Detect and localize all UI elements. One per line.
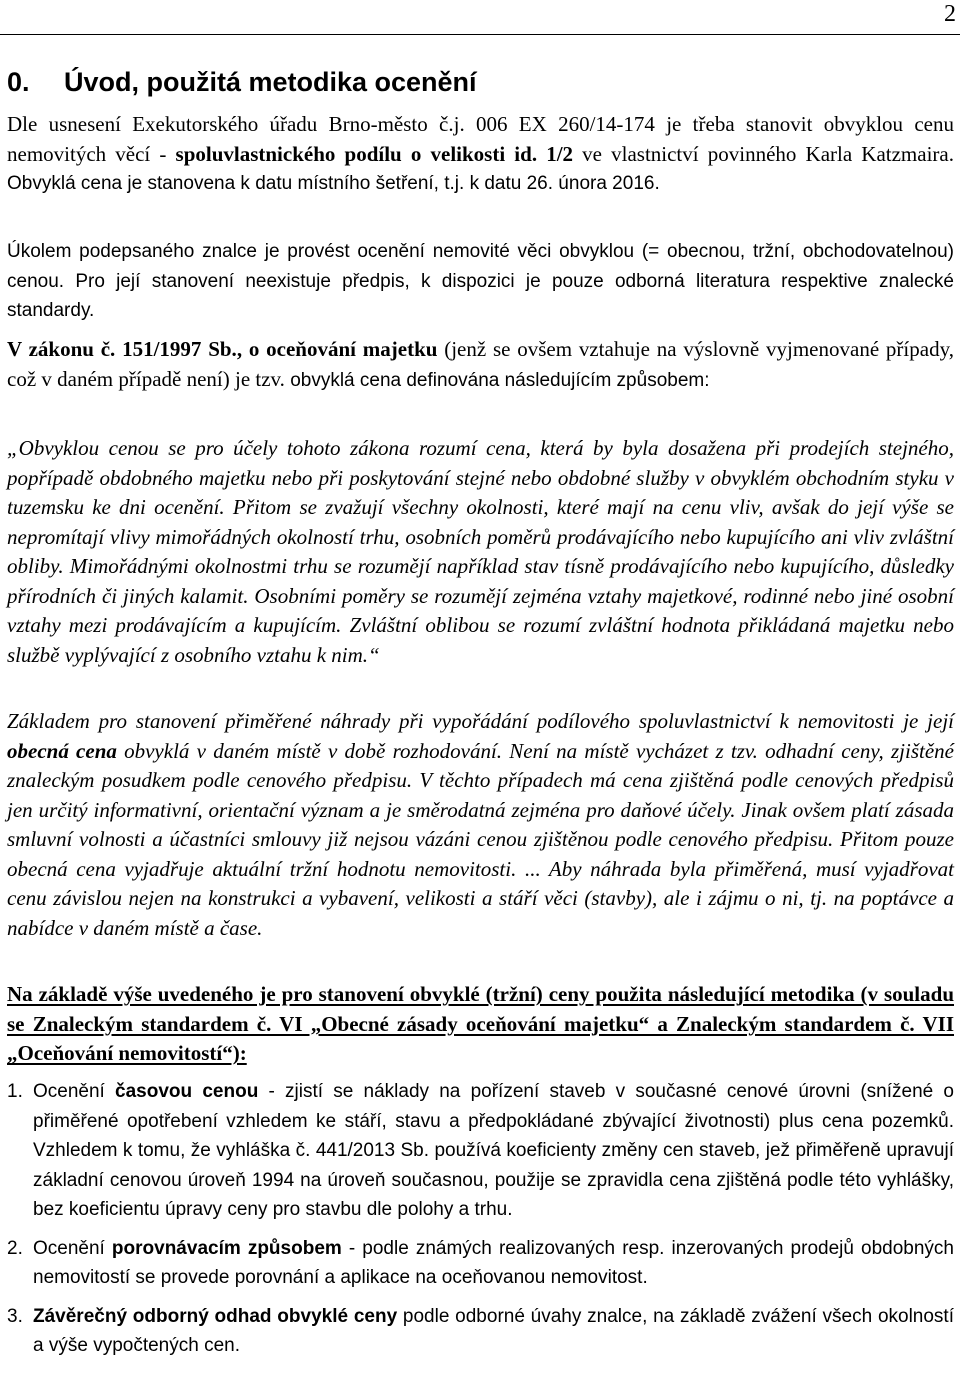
section-title: Úvod, použitá metodika ocenění [64,67,477,97]
page-number: 2 [944,1,956,27]
intro-paragraph: Dle usnesení Exekutorského úřadu Brno-město č.j. 006 EX 260/14-174 je třeba stanovit obvyklou cenu nemovitých věcí - spoluvlastnického podílu o velikosti id. 1/2 ve vlastnictví povinného Karla Katzmaira. Obvyklá cena je stanovena k datu místního šetření, t.j. k datu 26. února 2016. [7,112,954,194]
list-item-number: 3. [7,1305,23,1327]
methodology-heading: Na základě výše uvedeného je pro stanovení obvyklé (tržní) ceny použita následující metodika (v souladu se Znaleckým standardem č. VI „Obecné zásady oceňování majetku“ a Znaleckým standardem č. VII „Oceňování nemovitostí“): [7,982,954,1065]
list-item: 1. Ocenění časovou cenou - zjistí se náklady na pořízení staveb v současné cenové úrovni (snížené o přiměřené opotřebení vzhledem ke stáří, stavu a předpokládané zbývající životnosti) plus cena pozemků. Vzhledem k tomu, že vyhláška č. 441/2013 Sb. používá koeficienty změny cen staveb, jež přiměřeně upravují základní cenovou úroveň 1994 na úroveň současnou, použije se zpravidla cena zjištěná podle této vyhlášky, bez koeficientu úpravy ceny pro stavbu dle polohy a trhu. [7,1077,954,1225]
header-rule [0,34,960,35]
methodology-list [7,1077,954,1361]
basis-paragraph: Základem pro stanovení přiměřené náhrady při vypořádání podílového spoluvlastnictví k nemovitosti je její obecná cena obvyklá v daném místě v době rozhodování. Není na místě vycházet z tzv. odhadní ceny, zjištěné znaleckým posudkem podle cenového předpisu. V těchto případech má cena zjištěná podle cenových předpisů jen určitý informativní, orientační význam a je směrodatná zejména pro daňové účely. Jinak ovšem platí zásada smluvní volnosti a účastníci smlouvy již nejsou vázáni cenou zjištěnou podle cenového předpisu. Přitom pouze obecná cena vyjadřuje aktuální tržní hodnotu nemovitosti. ... Aby náhrada byla přiměřená, musí vyjadřovat cenu závislou nejen na konstrukci a vybavení, velikosti a stáří věci (stavby), ale i zájmu o ni, tj. na poptávce a nabídce v daném místě a čase. [7,709,955,940]
task-paragraph: Úkolem podepsaného znalce je provést ocenění nemovité věci obvyklou (= obecnou, tržní, obchodovatelnou) cenou. Pro její stanovení neexistuje předpis, k dispozici je pouze odborná literatura respektive znalecké standardy. [7,241,954,321]
list-item-number: 1. [7,1081,23,1102]
section-number: 0. [7,67,30,97]
list-item-number: 2. [7,1237,23,1259]
law-paragraph: V zákonu č. 151/1997 Sb., o oceňování majetku (jenž se ovšem vztahuje na výslovně vyjmenované případy, což v daném případě není) je tzv. obvyklá cena definována následujícím způsobem: [7,337,954,391]
list-item: 2. Ocenění porovnávacím způsobem - podle známých realizovaných resp. inzerovaných prodejů obdobných nemovitostí se provede porovnání a aplikace na oceňovanou nemovitost. [7,1234,954,1293]
section-heading [7,64,477,100]
law-quote: „Obvyklou cenou se pro účely tohoto zákona rozumí cena, která by byla dosažena při prodejích stejného, popřípadě obdobného majetku nebo při poskytování stejné nebo obdobné služby v obvyklém obchodním styku v tuzemsku ke dni ocenění. Přitom se zvažují všechny okolnosti, které mají na cenu vliv, avšak do její výše se nepromítají vlivy mimořádných okolností trhu, osobních poměrů prodávajícího nebo kupujícího ani vliv zvláštní obliby. Mimořádnými okolnostmi trhu se rozumějí například stav tísně prodávajícího nebo kupujícího, důsledky přírodních či jiných kalamit. Osobními poměry se rozumějí zejména vztahy majetkové, rodinné nebo jiné osobní vztahy mezi prodávajícím a kupujícím. Zvláštní oblibou se rozumí zvláštní hodnota přikládaná majetku nebo službě vyplývající z osobního vztahu k nim.“ [7,436,955,667]
list-item: 3. Závěrečný odborný odhad obvyklé ceny podle odborné úvahy znalce, na základě zvážení všech okolností a výše vypočtených cen. [7,1302,954,1361]
